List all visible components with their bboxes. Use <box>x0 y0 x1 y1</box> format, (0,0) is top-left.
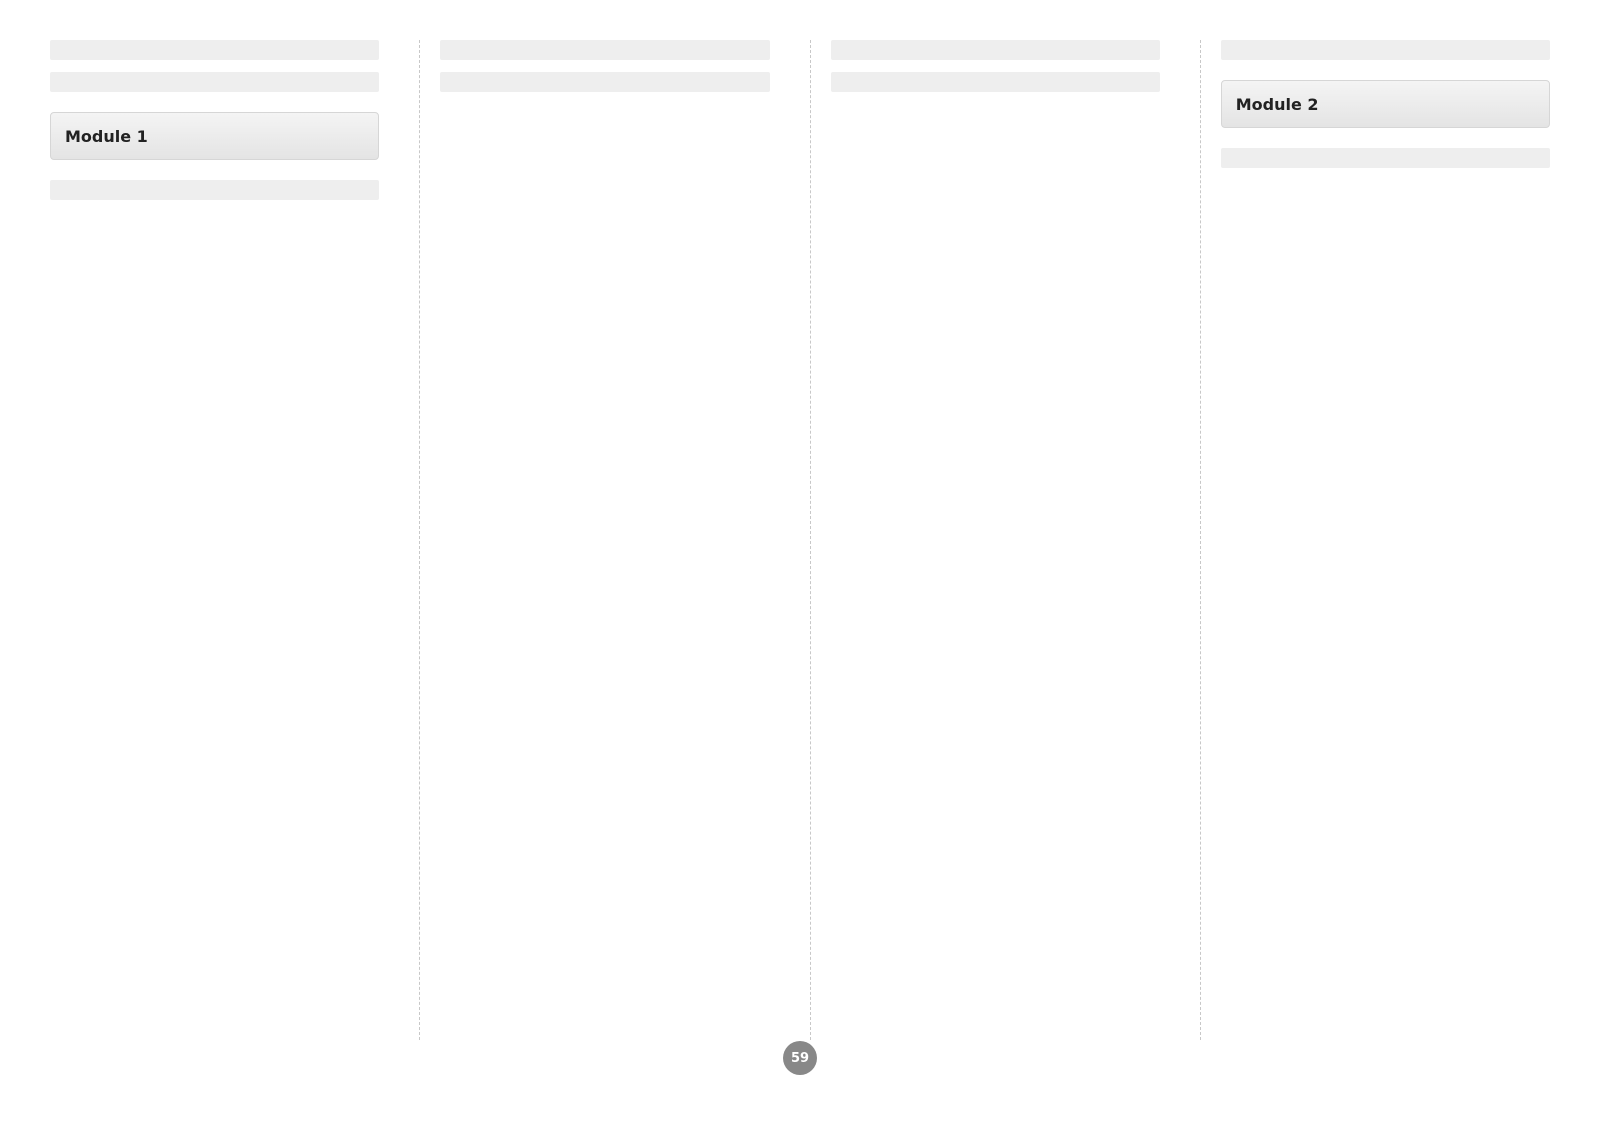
module-header: Module 1 <box>50 112 379 160</box>
column-3 <box>810 40 1160 1040</box>
text-placeholder <box>831 40 1160 60</box>
text-placeholder <box>1221 40 1550 60</box>
text-placeholder <box>50 40 379 60</box>
text-placeholder <box>50 72 379 92</box>
module-header: Module 2 <box>1221 80 1550 128</box>
text-placeholder <box>440 72 769 92</box>
text-placeholder <box>50 180 379 200</box>
footer-bar <box>50 1041 1550 1075</box>
text-placeholder <box>440 40 769 60</box>
page-number-badge: 59 <box>783 1041 817 1075</box>
text-placeholder <box>1221 148 1550 168</box>
column-4 <box>1200 40 1550 1040</box>
column-2 <box>419 40 769 1040</box>
text-placeholder <box>831 72 1160 92</box>
columns <box>50 40 1550 1040</box>
column-1 <box>50 40 379 1040</box>
